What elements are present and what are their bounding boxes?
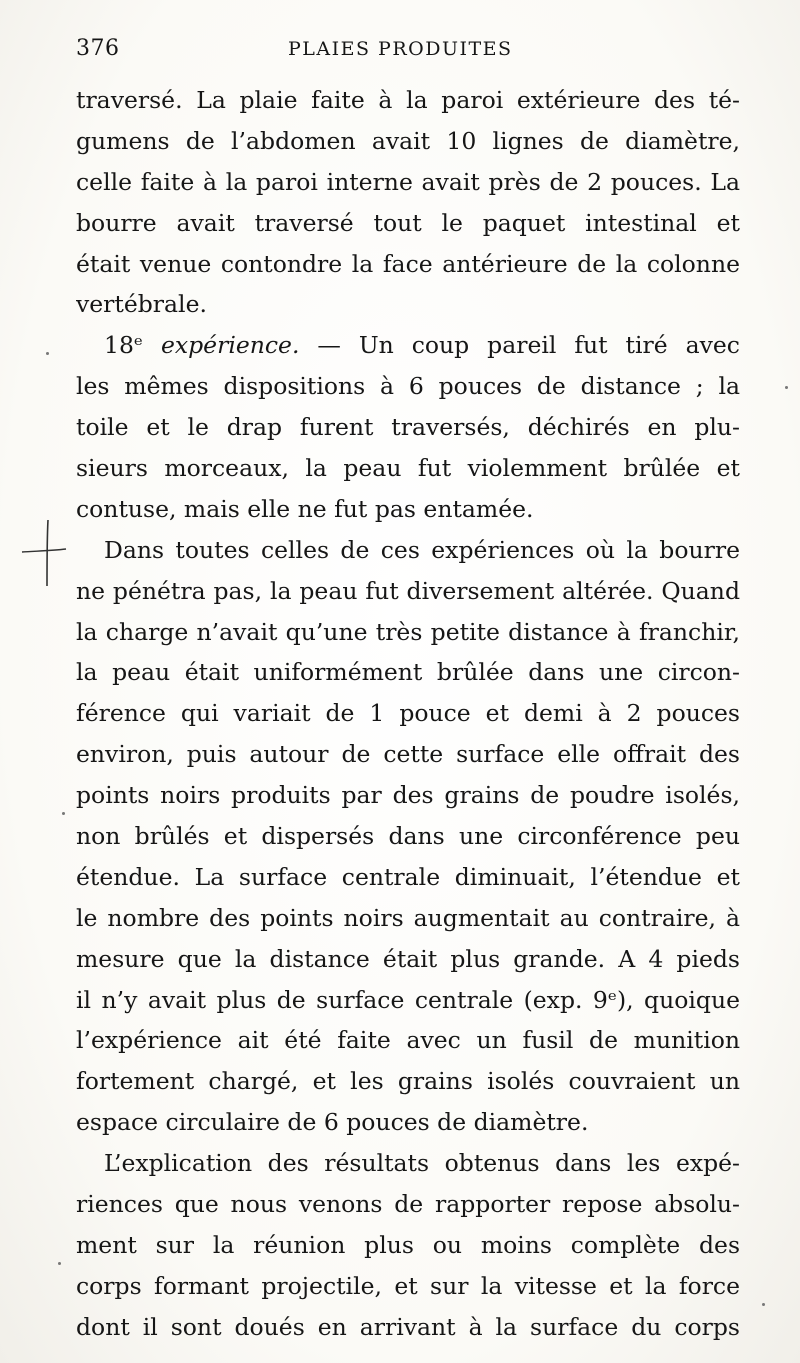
page-number: 376 — [76, 36, 120, 61]
running-head: PLAIES PRODUITES — [288, 38, 513, 60]
text-line: était venue contondre la face antérieure de la colonne — [76, 249, 740, 278]
experiment-text: — Un coup pareil fut tiré avec — [317, 331, 740, 360]
margin-speck — [58, 1262, 61, 1265]
margin-speck — [785, 386, 788, 389]
text-line: celle faite à la paroi interne avait près de 2 pouces. La — [76, 167, 740, 196]
text-line: ment sur la réunion plus ou moins complète des — [76, 1230, 740, 1259]
text-line: corps formant projectile, et sur la vitesse et la force — [76, 1271, 740, 1300]
text-line: L’explication des résultats obtenus dans les expé- — [104, 1149, 740, 1178]
text-line: toile et le drap furent traversés, déchirés en plu- — [76, 413, 740, 442]
text-line: fortement chargé, et les grains isolés couvraient un — [76, 1067, 740, 1096]
text-line: les mêmes dispositions à 6 pouces de distance ; la — [76, 372, 740, 401]
text-line: environ, puis autour de cette surface elle offrait des — [76, 740, 740, 769]
margin-speck — [762, 1303, 765, 1306]
experiment-label: expérience. — [160, 331, 300, 360]
text-line: bourre avait traversé tout le paquet intestinal et — [76, 208, 740, 237]
text-line: sieurs morceaux, la peau fut violemment brûlée et — [76, 454, 740, 483]
text-line: férence qui variait de 1 pouce et demi à 2 pouces — [76, 699, 740, 728]
body-text — [76, 80, 740, 1348]
text-line: le nombre des points noirs augmentait au contraire, à — [76, 903, 740, 932]
margin-speck — [46, 352, 49, 355]
text-line: l’expérience ait été faite avec un fusil de munition — [76, 1026, 740, 1055]
text-line: ne pénétra pas, la peau fut diversement altérée. Quand — [76, 576, 740, 605]
text-line: riences que nous venons de rapporter repose absolu- — [76, 1190, 740, 1219]
text-line: espace circulaire de 6 pouces de diamètre. — [76, 1108, 589, 1137]
text-line: contuse, mais elle ne fut pas entamée. — [76, 494, 534, 523]
experiment-heading-line — [76, 325, 740, 366]
text-line: la charge n’avait qu’une très petite distance à franchir, — [76, 617, 740, 646]
text-line: traversé. La plaie faite à la paroi extérieure des té- — [76, 86, 740, 114]
text-line: étendue. La surface centrale diminuait, l’étendue et — [76, 862, 740, 891]
text-line: Dans toutes celles de ces expériences où la bourre — [104, 535, 740, 564]
text-line: points noirs produits par des grains de poudre isolés, — [76, 781, 740, 810]
margin-speck — [62, 812, 65, 815]
text-line: la peau était uniformément brûlée dans une circon- — [76, 658, 740, 687]
text-line: dont il sont doués en arrivant à la surface du corps — [76, 1312, 740, 1341]
experiment-number: 18ᵉ — [104, 331, 144, 360]
text-line: non brûlés et dispersés dans une circonférence peu — [76, 822, 740, 851]
text-line: il n’y avait plus de surface centrale (exp. 9ᵉ), quoique — [76, 985, 740, 1014]
text-line: gumens de l’abdomen avait 10 lignes de diamètre, — [76, 126, 740, 155]
text-line: mesure que la distance était plus grande. A 4 pieds — [76, 944, 740, 973]
text-line: vertébrale. — [76, 290, 207, 319]
page-header — [76, 36, 740, 72]
margin-cross-mark-icon — [20, 518, 70, 588]
